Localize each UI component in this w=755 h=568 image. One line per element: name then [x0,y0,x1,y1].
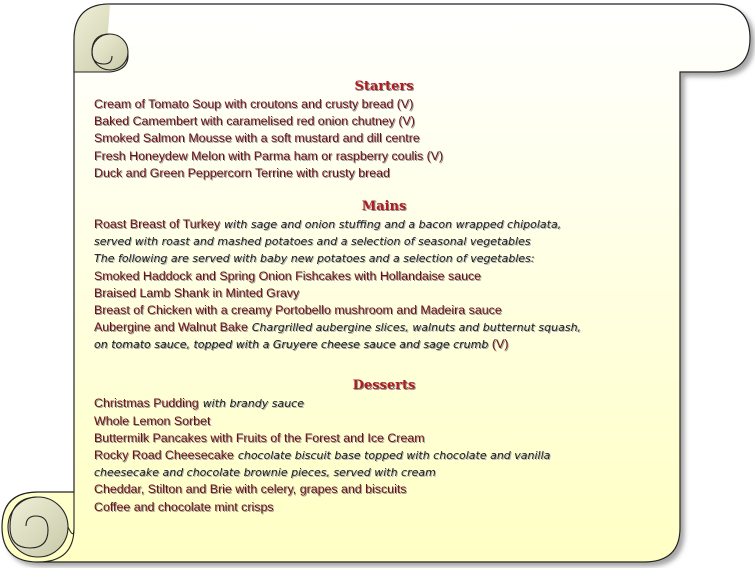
main-item-turkey [94,216,674,233]
starter-item: Duck and Green Peppercorn Terrine with crusty bread [94,165,390,180]
dessert-item-cheesecake [94,447,674,464]
mains-intro: The following are served with baby new potatoes and a selection of vegetables: [94,252,535,266]
starter-item: Fresh Honeydew Melon with Parma ham or raspberry coulis (V) [94,148,444,163]
dessert-item-pudding [94,395,674,412]
dessert-item: Buttermilk Pancakes with Fruits of the Forest and Ice Cream [94,430,425,445]
main-item: Smoked Haddock and Spring Onion Fishcakes with Hollandaise sauce [94,268,482,283]
desserts-heading: Desserts [352,378,416,394]
cheesecake-desc: chocolate biscuit base topped with chocolate and vanilla [237,449,551,462]
pudding-desc: with brandy sauce [202,397,304,411]
main-item-aubergine [94,319,674,336]
turkey-name: Roast Breast of Turkey [94,216,221,231]
aubergine-desc: Chargrilled aubergine slices, walnuts and butternut squash, [251,321,582,335]
cheesecake-name: Rocky Road Cheesecake [94,448,234,462]
aubergine-desc-cont-line [94,336,674,353]
menu-content [94,78,674,522]
dessert-item: Cheddar, Stilton and Brie with celery, grapes and biscuits [94,482,407,497]
starter-item: Smoked Salmon Mousse with a soft mustard and dill centre [94,131,420,146]
dessert-item: Coffee and chocolate mint crisps [94,499,274,514]
starter-item: Baked Camembert with caramelised red onion chutney (V) [94,114,415,129]
aubergine-desc-cont: on tomato sauce, topped with a Gruyere cheese sauce and sage crumb [94,338,489,352]
main-item: Breast of Chicken with a creamy Portobello mushroom and Madeira sauce [94,302,502,317]
main-item: Braised Lamb Shank in Minted Gravy [94,285,300,300]
turkey-desc: with sage and onion stuffing and a bacon wrapped chipolata, [224,217,562,231]
aubergine-veg-mark: (V) [491,337,509,352]
aubergine-name: Aubergine and Walnut Bake [94,320,248,335]
starters-heading: Starters [354,79,414,94]
cheesecake-desc-cont: cheesecake and chocolate brownie pieces, served with cream [94,466,436,480]
starter-item: Cream of Tomato Soup with croutons and crusty bread (V) [94,97,414,111]
mains-heading: Mains [361,198,407,214]
turkey-desc-cont: served with roast and mashed potatoes and a selection of seasonal vegetables [94,235,531,249]
pudding-name: Christmas Pudding [94,396,199,411]
dessert-item: Whole Lemon Sorbet [94,413,211,428]
